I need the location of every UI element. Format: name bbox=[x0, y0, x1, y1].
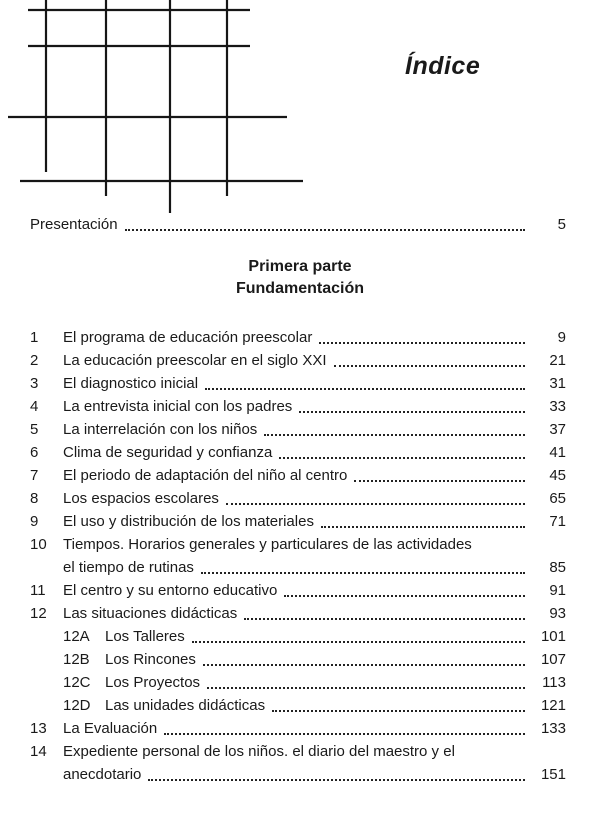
dot-leader bbox=[148, 779, 525, 781]
entry-label: Las unidades didácticas bbox=[105, 697, 266, 714]
dot-leader bbox=[354, 480, 525, 482]
entry-number: 11 bbox=[30, 582, 46, 599]
toc-entry bbox=[30, 717, 566, 740]
dot-leader bbox=[321, 526, 525, 528]
dot-leader bbox=[279, 457, 525, 459]
entry-number: 12C bbox=[63, 674, 91, 691]
dot-leader bbox=[203, 664, 525, 666]
entry-label: Los Rincones bbox=[105, 651, 196, 668]
presentacion-page: 5 bbox=[557, 216, 566, 233]
entry-label: el tiempo de rutinas bbox=[63, 559, 194, 576]
entry-page: 121 bbox=[540, 697, 566, 714]
toc-entry bbox=[30, 602, 566, 625]
toc-entry bbox=[30, 326, 566, 349]
dot-leader bbox=[192, 641, 525, 643]
toc-entry bbox=[30, 372, 566, 395]
entry-page: 65 bbox=[549, 490, 566, 507]
entry-number: 10 bbox=[30, 536, 47, 553]
toc-entry bbox=[30, 671, 566, 694]
presentacion-label: Presentación bbox=[30, 216, 118, 233]
entry-label: Tiempos. Horarios generales y particulares de las actividades bbox=[63, 536, 472, 553]
entry-page: 31 bbox=[549, 375, 566, 392]
toc-entry bbox=[30, 533, 566, 556]
entry-label: El centro y su entorno educativo bbox=[63, 582, 278, 599]
entry-page: 101 bbox=[540, 628, 566, 645]
entry-page: 45 bbox=[549, 467, 566, 484]
entry-page: 85 bbox=[549, 559, 566, 576]
toc-entry bbox=[30, 625, 566, 648]
page-title: Índice bbox=[405, 52, 481, 80]
entry-number: 2 bbox=[30, 352, 39, 369]
entry-label: El uso y distribución de los materiales bbox=[63, 513, 314, 530]
entry-number: 3 bbox=[30, 375, 39, 392]
toc-entry bbox=[30, 464, 566, 487]
toc-entry bbox=[30, 763, 566, 786]
entry-label: Los Proyectos bbox=[105, 674, 201, 691]
entry-page: 113 bbox=[542, 674, 566, 691]
entry-number: 14 bbox=[30, 743, 47, 760]
entry-page: 9 bbox=[557, 329, 566, 346]
toc-list bbox=[30, 326, 566, 786]
toc-entry bbox=[30, 740, 566, 763]
entry-number: 12 bbox=[30, 605, 47, 622]
part-subtitle: Fundamentación bbox=[235, 280, 364, 297]
entry-label: Los Talleres bbox=[105, 628, 185, 645]
dot-leader bbox=[319, 342, 525, 344]
entry-number: 12D bbox=[63, 697, 91, 714]
entry-number: 12A bbox=[63, 628, 90, 645]
dot-leader bbox=[226, 503, 525, 505]
dot-leader bbox=[207, 687, 525, 689]
toc-entry bbox=[30, 579, 566, 602]
entry-number: 9 bbox=[30, 513, 39, 530]
toc-entry bbox=[30, 441, 566, 464]
toc-entry bbox=[30, 694, 566, 717]
entry-label: Las situaciones didácticas bbox=[63, 605, 238, 622]
entry-page: 33 bbox=[549, 398, 566, 415]
dot-leader bbox=[125, 229, 525, 231]
entry-number: 8 bbox=[30, 490, 39, 507]
entry-label: La Evaluación bbox=[63, 720, 158, 737]
entry-page: 133 bbox=[540, 720, 566, 737]
entry-label: Clima de seguridad y confianza bbox=[63, 444, 273, 461]
dot-leader bbox=[201, 572, 525, 574]
entry-page: 71 bbox=[549, 513, 566, 530]
toc-entry bbox=[30, 556, 566, 579]
toc-entry bbox=[30, 487, 566, 510]
entry-label: La interrelación con los niños bbox=[63, 421, 258, 438]
toc-entry bbox=[30, 418, 566, 441]
entry-label: Expediente personal de los niños. el diario del maestro y el bbox=[63, 743, 455, 760]
toc-entry bbox=[30, 510, 566, 533]
entry-label: El programa de educación preescolar bbox=[63, 329, 313, 346]
entry-label: La entrevista inicial con los padres bbox=[63, 398, 293, 415]
entry-number: 12B bbox=[63, 651, 90, 668]
dot-leader bbox=[272, 710, 525, 712]
dot-leader bbox=[205, 388, 525, 390]
dot-leader bbox=[244, 618, 525, 620]
entry-number: 7 bbox=[30, 467, 39, 484]
dot-leader bbox=[299, 411, 525, 413]
presentacion-row bbox=[30, 213, 566, 236]
entry-page: 151 bbox=[540, 766, 566, 783]
dot-leader bbox=[264, 434, 525, 436]
toc-entry bbox=[30, 395, 566, 418]
entry-number: 5 bbox=[30, 421, 39, 438]
entry-number: 1 bbox=[30, 329, 39, 346]
entry-label: La educación preescolar en el siglo XXI bbox=[63, 352, 327, 369]
grid-lattice-decoration bbox=[0, 0, 330, 225]
part-heading bbox=[0, 256, 600, 300]
entry-label: anecdotario bbox=[63, 766, 142, 783]
entry-number: 4 bbox=[30, 398, 39, 415]
dot-leader bbox=[164, 733, 525, 735]
entry-page: 21 bbox=[549, 352, 566, 369]
entry-label: El periodo de adaptación del niño al centro bbox=[63, 467, 348, 484]
entry-page: 41 bbox=[549, 444, 566, 461]
entry-label: El diagnostico inicial bbox=[63, 375, 199, 392]
part-title: Primera parte bbox=[248, 258, 352, 275]
entry-page: 107 bbox=[540, 651, 566, 668]
entry-number: 13 bbox=[30, 720, 47, 737]
entry-page: 91 bbox=[549, 582, 566, 599]
toc-entry bbox=[30, 349, 566, 372]
entry-number: 6 bbox=[30, 444, 39, 461]
dot-leader bbox=[284, 595, 525, 597]
dot-leader bbox=[334, 365, 526, 367]
entry-page: 37 bbox=[549, 421, 566, 438]
entry-label: Los espacios escolares bbox=[63, 490, 219, 507]
entry-page: 93 bbox=[549, 605, 566, 622]
toc-entry bbox=[30, 648, 566, 671]
